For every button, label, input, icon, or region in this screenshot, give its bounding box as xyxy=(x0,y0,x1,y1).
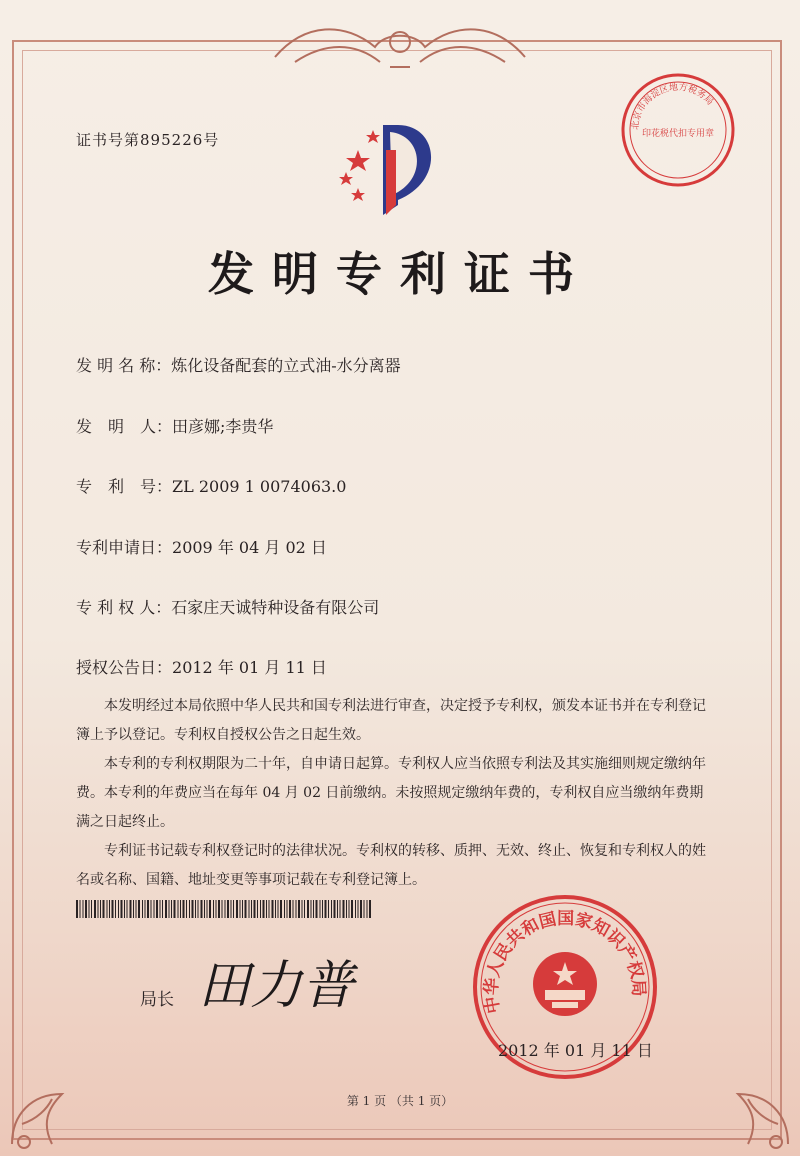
body-paragraph: 专利证书记载专利权登记时的法律状况。专利权的转移、质押、无效、终止、恢复和专利权人的姓名或名称、国籍、地址变更等事项记载在专利登记簿上。 xyxy=(76,843,706,888)
small-stamp-text: 北京市海淀区地方税务局 xyxy=(630,82,715,131)
field-label: 发 明 人： xyxy=(76,417,173,436)
director-label: 局长 xyxy=(140,990,174,1010)
field-inventor xyxy=(76,414,273,437)
field-grant-date xyxy=(76,655,327,678)
certificate-number-value: 895226 xyxy=(140,131,204,149)
small-stamp-center-text: 印花税代扣专用章 xyxy=(641,129,715,139)
field-label: 专 利 号： xyxy=(76,477,173,496)
field-patentee xyxy=(76,595,379,618)
field-patent-number xyxy=(76,474,346,497)
field-label: 发 明 名 称： xyxy=(76,356,172,375)
body-paragraph: 本发明经过本局依照中华人民共和国专利法进行审查，决定授予专利权，颁发本证书并在专利登记簿上予以登记。专利权自授权公告之日起生效。 xyxy=(76,698,706,743)
ornament-icon xyxy=(2,1064,92,1154)
field-value: 炼化设备配套的立式油-水分离器 xyxy=(171,356,401,375)
field-label: 授权公告日： xyxy=(76,658,173,677)
ornament-icon xyxy=(708,1064,798,1154)
ornament-icon xyxy=(265,12,535,82)
field-value: 2012 年 01 月 11 日 xyxy=(172,658,327,677)
field-value: 2009 年 04 月 02 日 xyxy=(172,538,327,557)
field-invention-name xyxy=(76,353,401,376)
certificate-number xyxy=(76,129,219,150)
certificate-number-suffix: 号 xyxy=(203,131,220,149)
patent-office-emblem-icon xyxy=(328,110,458,220)
field-application-date xyxy=(76,535,327,558)
page-number: 第 1 页 （共 1 页） xyxy=(346,1094,454,1108)
field-value: 田彦娜;李贵华 xyxy=(172,417,274,436)
field-label: 专利申请日： xyxy=(76,538,173,557)
certificate-body xyxy=(76,692,716,895)
barcode xyxy=(76,900,372,918)
issue-date: 2012 年 01 月 11 日 xyxy=(498,1041,653,1060)
national-emblem-icon xyxy=(533,952,597,1016)
field-value: ZL 2009 1 0074063.0 xyxy=(172,477,347,496)
certificate-number-label: 证书号第 xyxy=(76,131,141,149)
certificate-title: 发明专利证书 xyxy=(208,247,592,301)
tax-stamp-icon xyxy=(618,70,738,190)
director-signature xyxy=(198,945,378,1025)
field-label: 专 利 权 人： xyxy=(76,598,172,617)
big-stamp-text: 中华人民共和国国家知识产权局 xyxy=(481,908,649,1015)
field-value: 石家庄天诚特种设备有限公司 xyxy=(171,598,380,617)
body-paragraph: 本专利的专利权期限为二十年，自申请日起算。专利权人应当依照专利法及其实施细则规定缴纳年费。本专利的年费应当在每年 04 月 02 日前缴纳。未按照规定缴纳年费的，专利权自应当缴纳年费期满之日起终止。 xyxy=(76,756,706,830)
signature-text: 田力普 xyxy=(198,956,355,1016)
